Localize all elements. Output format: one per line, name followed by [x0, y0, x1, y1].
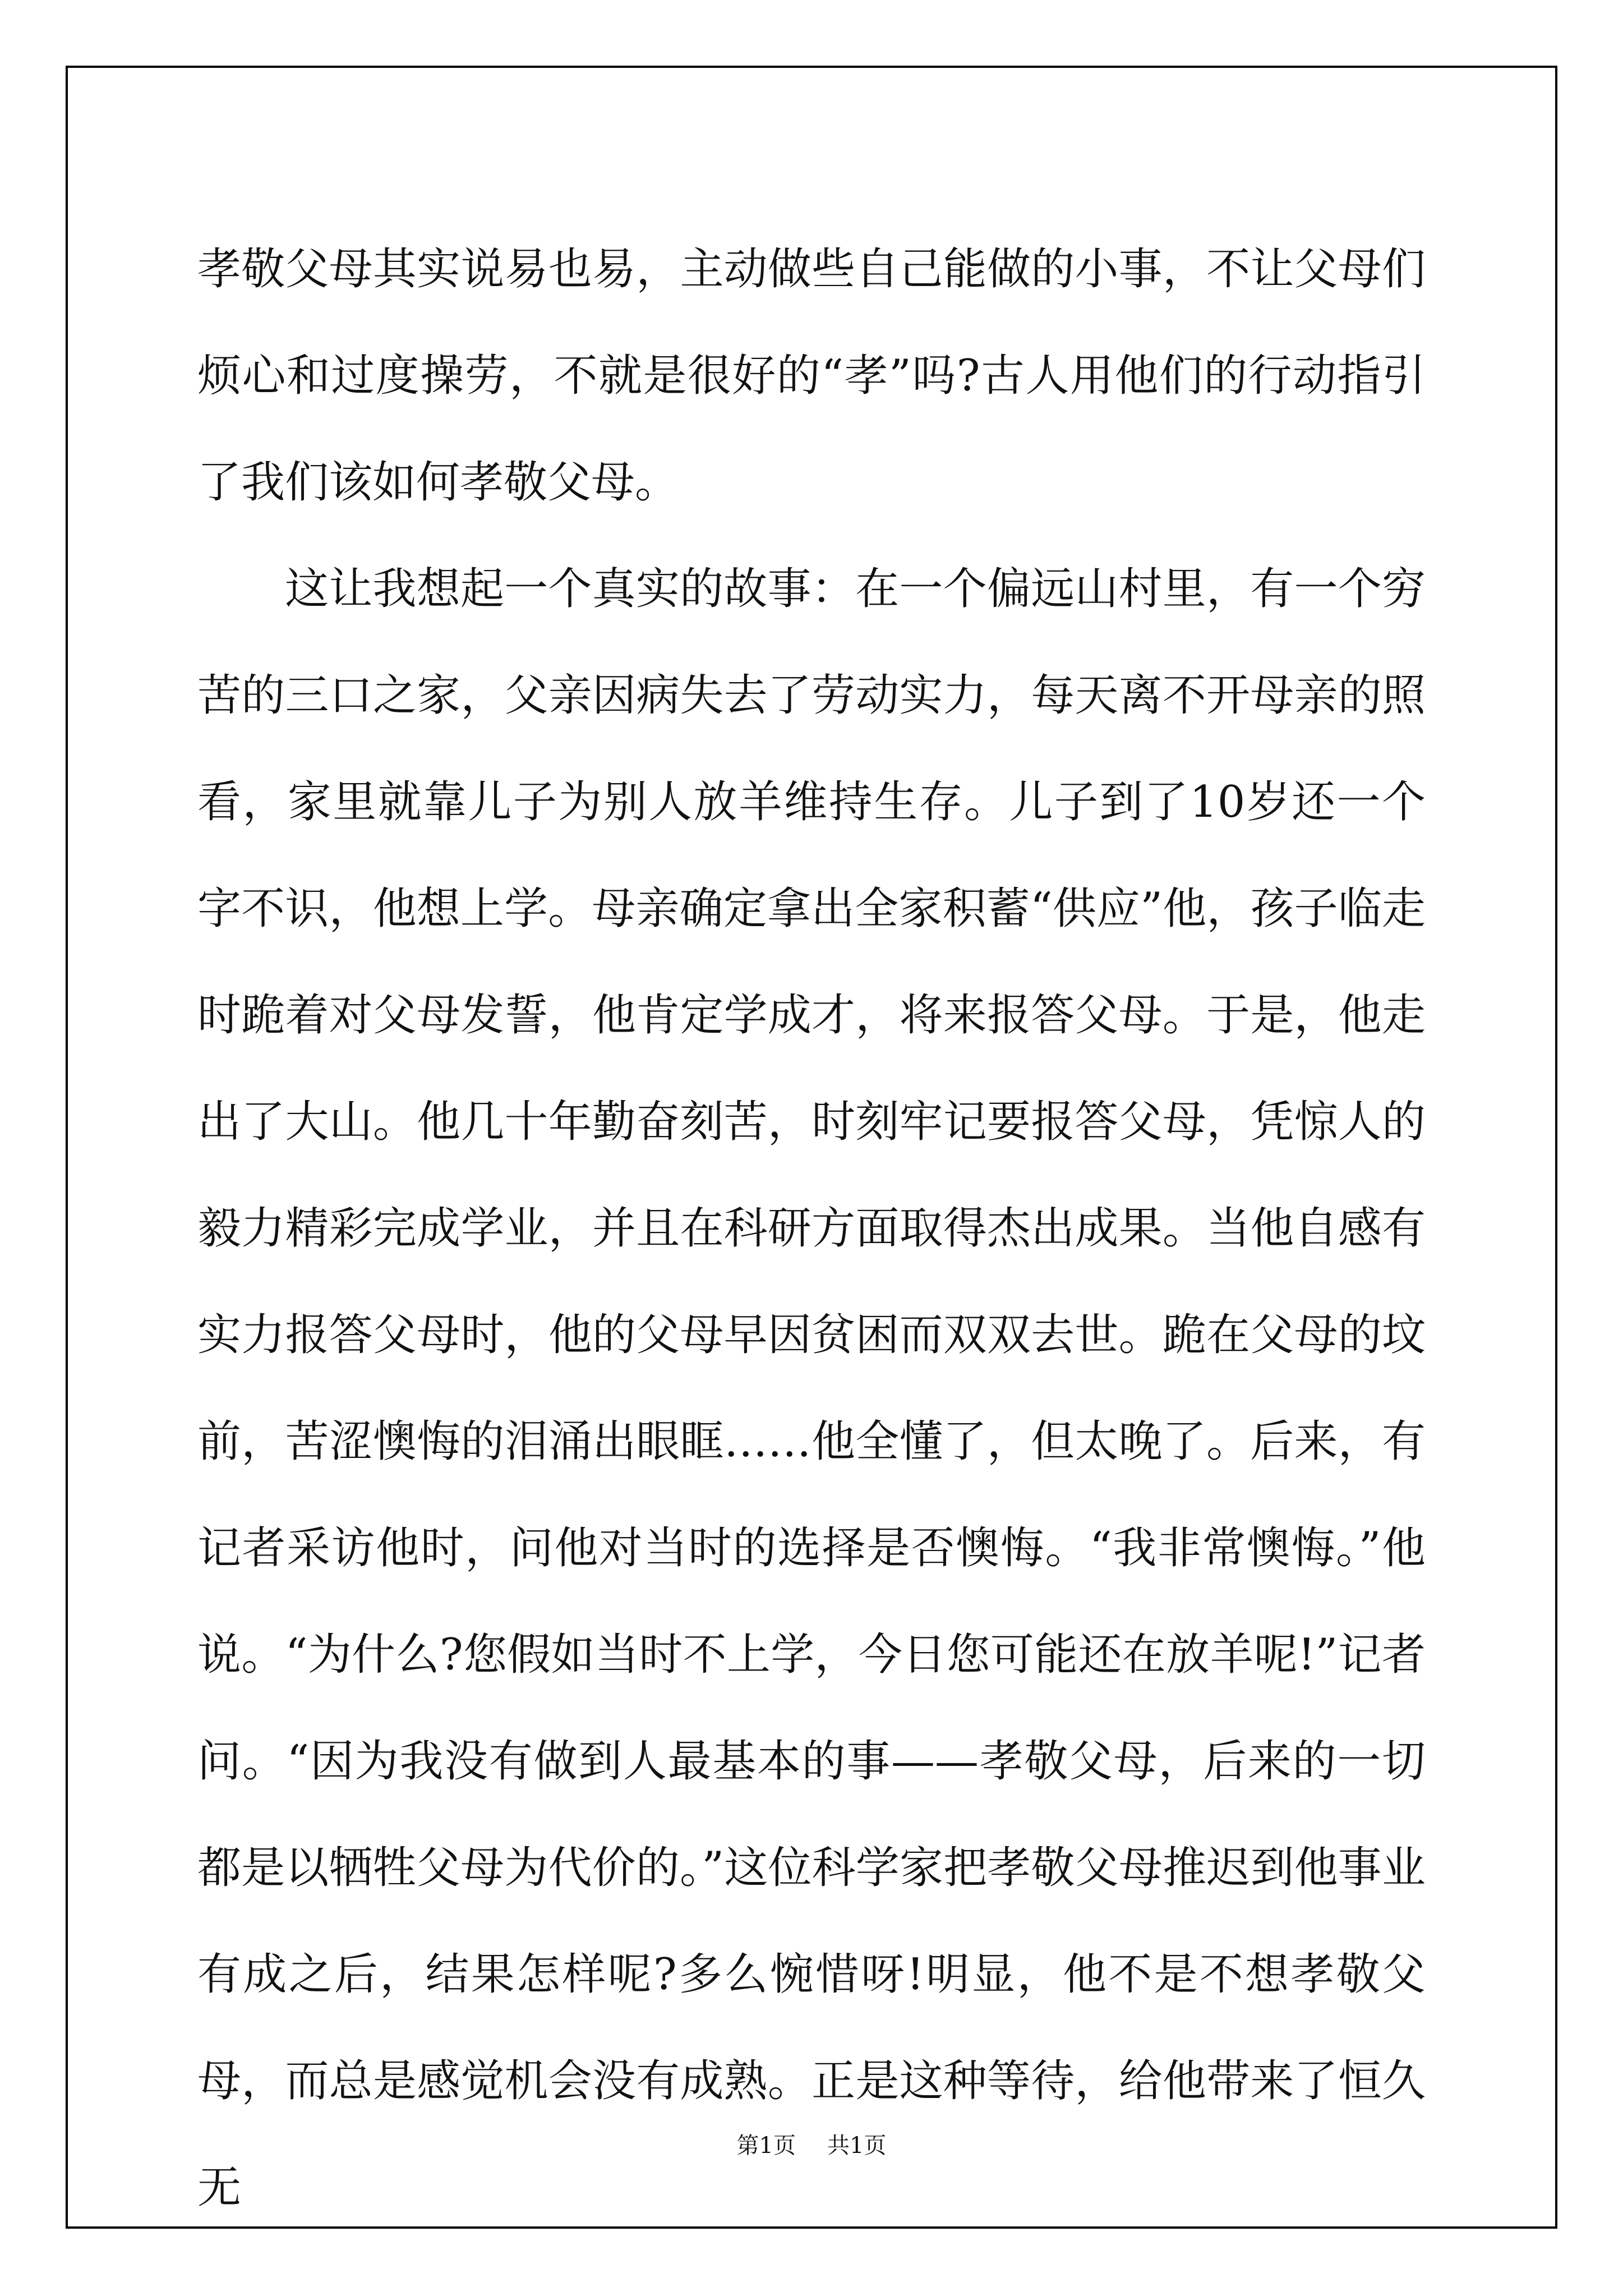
document-body	[197, 216, 1426, 2241]
paragraph-1: 孝敬父母其实说易也易，主动做些自己能做的小事，不让父母们烦心和过度操劳，不就是很好的“孝”吗?古人用他们的行动指引了我们该如何孝敬父母。	[197, 244, 1426, 508]
page-total: 共1页	[827, 2133, 887, 2159]
page-number: 第1页	[736, 2133, 796, 2159]
page-footer	[0, 2129, 1623, 2162]
paragraph-2: 这让我想起一个真实的故事：在一个偏远山村里，有一个穷苦的三口之家，父亲因病失去了劳动实力，每天离不开母亲的照看，家里就靠儿子为别人放羊维持生存。儿子到了10岁还一个字不识，他想上学。母亲确定拿出全家积蓄“供应”他，孩子临走时跪着对父母发誓，他肯定学成才，将来报答父母。于是，他走出了大山。他几十年勤奋刻苦，时刻牢记要报答父母，凭惊人的毅力精彩完成学业，并且在科研方面取得杰出成果。当他自感有实力报答父母时，他的父母早因贫困而双双去世。跪在父母的坟前，苦涩懊悔的泪涌出眼眶……他全懂了，但太晚了。后来，有记者采访他时，问他对当时的选择是否懊悔。“我非常懊悔。”他说。“为什么?您假如当时不上学，今日您可能还在放羊呢!”记者问。“因为我没有做到人最基本的事——孝敬父母，后来的一切都是以牺牲父母为代价的。”这位科学家把孝敬父母推迟到他事业有成之后，结果怎样呢?多么惋惜呀!明显，他不是不想孝敬父母，而总是感觉机会没有成熟。正是这种等待，给他带来了恒久无	[197, 564, 1426, 2213]
